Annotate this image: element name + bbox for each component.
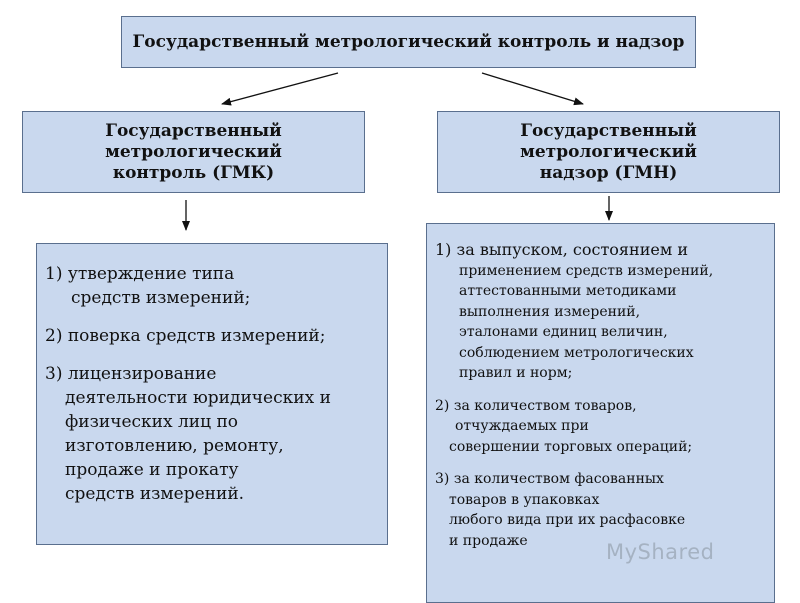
- list-line: средств измерений;: [71, 288, 251, 308]
- list-line: 3) лицензирование: [45, 364, 217, 384]
- gmk-heading-box: [22, 111, 365, 193]
- watermark-logo: [606, 540, 714, 564]
- list-line: изготовлению, ремонту,: [65, 436, 284, 456]
- gmk-heading-line: метрологический: [105, 141, 282, 162]
- list-line: деятельности юридических и: [65, 388, 331, 408]
- gmk-heading-line: контроль (ГМК): [112, 162, 275, 183]
- gmn-heading-line: Государственный: [520, 120, 697, 141]
- list-line: физических лиц по: [65, 412, 239, 432]
- list-line: и продаже: [449, 532, 528, 549]
- list-line: аттестованными методиками: [459, 283, 677, 299]
- main-title-box: [121, 16, 696, 68]
- list-line: отчуждаемых при: [455, 418, 589, 434]
- gmk-item-2: [45, 324, 379, 348]
- gmk-list-box: [36, 243, 388, 545]
- gmn-list-box: [426, 223, 775, 603]
- list-line: 2) за количеством товаров,: [435, 397, 637, 414]
- list-line: 1) за выпуском, состоянием и: [435, 240, 689, 259]
- watermark-text: MyShared: [606, 540, 715, 564]
- gmn-item-1: [435, 240, 768, 384]
- gmk-item-3: [45, 362, 379, 506]
- gmk-item-1: [45, 262, 379, 310]
- list-line: эталонами единиц величин,: [459, 324, 668, 340]
- list-line: товаров в упаковках: [449, 491, 600, 508]
- list-line: любого вида при их расфасовке: [449, 512, 686, 528]
- list-line: продаже и прокату: [65, 460, 239, 480]
- list-line: выполнения измерений,: [459, 303, 641, 320]
- gmn-item-3: [435, 469, 768, 551]
- list-line: правил и норм;: [459, 365, 573, 381]
- list-line: соблюдением метрологических: [459, 344, 694, 361]
- list-line: 2) поверка средств измерений;: [45, 326, 326, 346]
- gmn-heading-line: метрологический: [520, 141, 697, 162]
- gmk-heading-line: Государственный: [105, 120, 282, 141]
- arrow-to-gmn: [482, 73, 583, 104]
- gmn-heading-line: надзор (ГМН): [539, 162, 678, 183]
- list-line: средств измерений.: [65, 484, 245, 504]
- gmn-heading-box: [437, 111, 780, 193]
- main-title: Государственный метрологический контроль и надзор: [132, 32, 685, 52]
- list-line: применением средств измерений,: [459, 262, 714, 279]
- arrow-to-gmk: [222, 73, 338, 104]
- list-line: совершении торговых операций;: [449, 438, 693, 455]
- gmn-item-2: [435, 396, 768, 458]
- list-line: 1) утверждение типа: [45, 264, 235, 284]
- list-line: 3) за количеством фасованных: [435, 471, 664, 487]
